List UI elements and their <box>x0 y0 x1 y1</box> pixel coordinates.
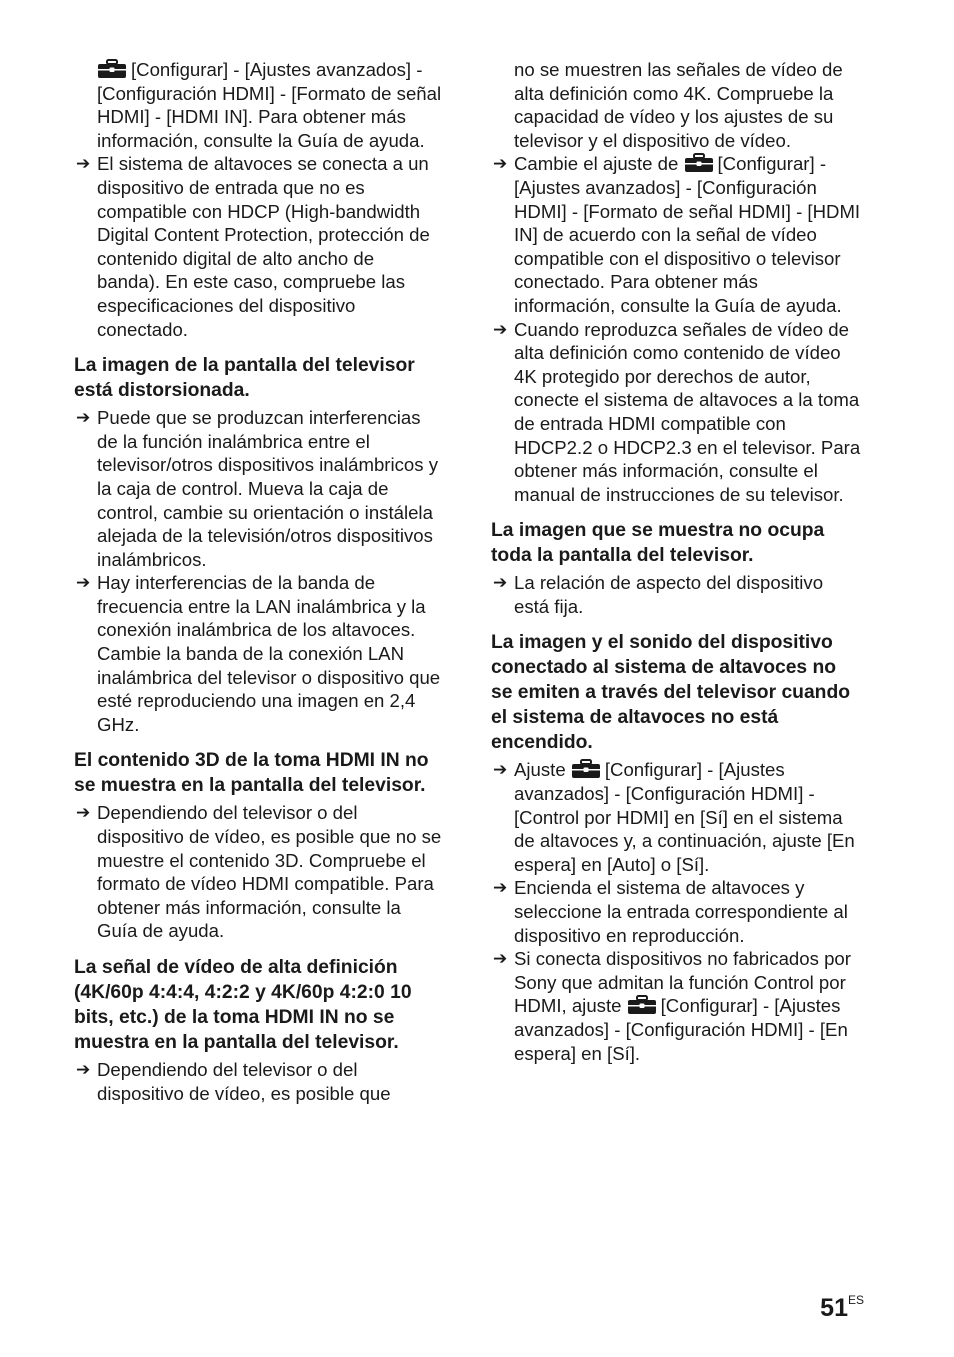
list-item: [Configurar] - [Ajustes avanzados] - [Configuración HDMI] - [Formato de señal HDMI] - [HDMI IN]. Para obtener más información, consulte la Guía de ayuda. <box>97 59 442 151</box>
list-item: ➔ Puede que se produzcan interferencias de la función inalámbrica entre el televisor/otros dispositivos inalámbricos y la caja de control. Mueva la caja de control, cambie su orientación o instálela alejada de la televisión/otros dispositivos inalámbricos. <box>76 407 439 570</box>
arrow-icon: ➔ <box>76 573 91 593</box>
arrow-icon: ➔ <box>493 949 508 969</box>
section-heading: El contenido 3D de la toma HDMI IN no se muestra en la pantalla del televisor. <box>74 750 429 797</box>
list-item: ➔ La relación de aspecto del dispositivo está fija. <box>493 572 824 617</box>
arrow-icon: ➔ <box>493 573 508 593</box>
arrow-icon: ➔ <box>493 878 508 898</box>
list-item: ➔ Encienda el sistema de altavoces y seleccione la entrada correspondiente al dispositivo en reproducción. <box>493 877 848 946</box>
toolbox-icon <box>97 59 127 79</box>
list-item: ➔ Dependiendo del televisor o del dispositivo de vídeo, es posible que no se muestre el contenido 3D. Compruebe el formato de vídeo HDMI compatible. Para obtener más información, consulte la Guía de ayuda. <box>76 802 442 942</box>
toolbox-icon <box>684 153 714 173</box>
arrow-icon: ➔ <box>76 1060 91 1079</box>
section-heading: La señal de vídeo de alta definición (4K/60p 4:4:4, 4:2:2 y 4K/60p 4:2:0 10 bits, etc.) de la toma HDMI IN no se muestra en la pantalla del televisor. <box>74 957 412 1053</box>
right-column <box>491 58 861 1065</box>
arrow-icon: ➔ <box>493 319 508 339</box>
arrow-icon: ➔ <box>493 760 508 780</box>
list-item: ➔ Hay interferencias de la banda de frecuencia entre la LAN inalámbrica y la conexión inalámbrica de los altavoces. Cambie la banda de la conexión LAN inalámbrica del televisor o dispositivo que esté reproduciendo una imagen en 2,4 GHz. <box>76 572 441 735</box>
list-item: ➔ El sistema de altavoces se conecta a un dispositivo de entrada que no es compatible con HDCP (High-bandwidth Digital Content Protection, protección de contenido digital de alto ancho de banda). En este caso, compruebe las especificaciones del dispositivo conectado. <box>76 153 430 340</box>
section-heading: La imagen que se muestra no ocupa toda la pantalla del televisor. <box>491 520 825 567</box>
section-heading: La imagen de la pantalla del televisor está distorsionada. <box>74 355 415 402</box>
list-item: ➔ Ajuste [Configurar] - [Ajustes avanzados] - [Configuración HDMI] - [Control por HDMI] en [Sí] en el sistema de altavoces y, a continuación, ajuste [En espera] en [Auto] o [Sí]. <box>493 759 855 875</box>
list-item: ➔ Si conecta dispositivos no fabricados por Sony que admitan la función Control por HDMI, ajuste [Configurar] - [Ajustes avanzados] - [Configuración HDMI] - [En espera] en [Sí]. <box>493 948 851 1064</box>
section-heading: La imagen y el sonido del dispositivo conectado al sistema de altavoces no se emiten a través del televisor cuando el sistema de altavoces no está encendido. <box>491 632 851 754</box>
list-item: ➔ Cuando reproduzca señales de vídeo de alta definición como contenido de vídeo 4K protegido por derechos de autor, conecte el sistema de altavoces a la toma de entrada HDMI compatible con HDCP2.2 o HDCP2.3 en el televisor. Para obtener más información, consulte el manual de instrucciones de su televisor. <box>493 318 861 505</box>
page-number: $51^{ES}$ <box>820 1293 864 1322</box>
toolbox-icon <box>627 995 657 1015</box>
left-column <box>74 58 442 1105</box>
toolbox-icon <box>571 759 601 779</box>
list-item: ➔ Cambie el ajuste de [Configurar] - [Ajustes avanzados] - [Configuración HDMI] - [Formato de señal HDMI] - [HDMI IN] de acuerdo con la señal de vídeo compatible con el dispositivo o televisor conectado. Para obtener más información, consulte la Guía de ayuda. <box>493 153 861 316</box>
arrow-icon: ➔ <box>76 408 91 428</box>
page-lang: ES <box>847 1293 864 1307</box>
list-item: no se muestren las señales de vídeo de alta definición como 4K. Compruebe la capacidad de vídeo y los ajustes de su televisor y el dispositivo de vídeo. <box>514 59 843 151</box>
list-item: ➔ Dependiendo del televisor o del dispositivo de vídeo, es posible que <box>76 1059 391 1104</box>
arrow-icon: ➔ <box>76 803 91 823</box>
arrow-icon: ➔ <box>76 154 91 174</box>
arrow-icon: ➔ <box>493 154 508 174</box>
